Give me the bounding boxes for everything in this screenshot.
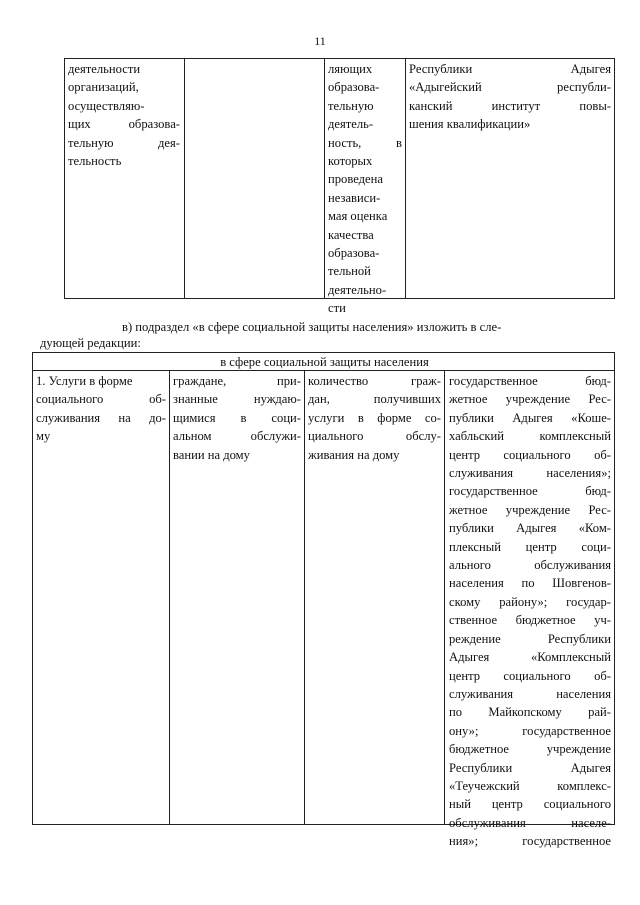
cell-line: государственное бюд- [449,374,611,388]
cell-line: деятель- [328,117,374,132]
amendment-paragraph [40,319,602,351]
cell-line: социального об- [36,392,166,407]
cell-line: ляющих [328,62,373,76]
top-table-cell-1 [68,60,180,170]
cell-line: «Теучежский комплекс- [449,778,611,793]
cell-line: публики Адыгея «Коше- [449,410,611,425]
paragraph-line: в) подраздел «в сфере социальной защиты населения» изложить в сле- [122,320,502,334]
cell-line: живания на дому [308,447,400,462]
paragraph-line: дующей редакции: [40,336,141,350]
cell-line: служивания населения»; [449,466,611,481]
bottom-table-border [32,370,615,371]
cell-line: реждение Республики [449,631,611,646]
cell-line: вании на дому [173,447,250,462]
bottom-table-border [614,352,615,825]
cell-line: граждане, при- [173,374,301,388]
cell-line: 1. Услуги в форме [36,374,133,388]
cell-line: жетное учреждение Рес- [449,392,611,407]
cell-line: дан, получивших [308,392,441,407]
cell-line: количество граж- [308,374,441,388]
cell-line: «Адыгейский республи- [409,80,611,95]
cell-line: по Майкопскому рай- [449,705,611,720]
cell-line: публики Адыгея «Ком- [449,521,611,536]
cell-line: организаций, [68,80,139,95]
cell-line: деятельности [68,62,141,76]
top-table-border [405,58,406,299]
cell-line: хабльский комплексный [449,429,611,444]
cell-line: деятельно- [328,282,387,297]
cell-line: знанные нуждаю- [173,392,301,407]
cell-line: ный центр социального [449,797,611,812]
bottom-table-border [169,370,170,825]
top-table-border [324,58,325,299]
cell-line: осуществляю- [68,98,145,113]
top-table-cell-4 [409,60,611,134]
cell-line: Адыгея «Комплексный [449,650,611,665]
cell-line: скому району»; государ- [449,594,611,609]
cell-line: центр социального об- [449,668,611,683]
cell-line: ального обслуживания [449,558,611,573]
cell-line: услуги в форме со- [308,410,441,425]
bottom-table-cell-indicator [308,372,441,464]
cell-line: му [36,429,51,444]
cell-line: центр социального об- [449,447,611,462]
bottom-table-border [32,352,33,825]
cell-line: которых [328,154,373,169]
cell-line: качества [328,227,374,242]
bottom-table-cell-service [36,372,166,446]
cell-line: тельную дея- [68,135,180,150]
cell-line: щих образова- [68,117,180,132]
cell-line: бюджетное учреждение [449,742,611,757]
cell-line: тельной [328,264,371,279]
cell-line: образова- [328,80,380,95]
cell-line: сти [328,301,346,316]
cell-line: канский институт повы- [409,98,611,113]
cell-line: жетное учреждение Рес- [449,502,611,517]
cell-line: Республики Адыгея [409,62,611,76]
cell-line: образова- [328,246,380,261]
cell-line: служивания населения [449,686,611,701]
cell-line: альном обслужи- [173,429,301,444]
bottom-table-border [444,370,445,825]
bottom-table-border [304,370,305,825]
cell-line: щимися в соци- [173,410,301,425]
cell-line: проведена [328,172,383,187]
cell-line: тельную [328,98,374,113]
cell-line: мая оценка [328,209,388,224]
bottom-table-border [32,352,615,353]
cell-line: ность, в [328,135,402,150]
section-header: в сфере социальной защиты населения [220,355,429,369]
cell-line: ния»; государственное [449,834,611,849]
bottom-table-cell-providers [449,372,611,851]
cell-line: плексный центр соци- [449,539,611,554]
cell-line: шения квалификации» [409,117,531,132]
top-table-border [184,58,185,299]
bottom-table-cell-recipients [173,372,301,464]
cell-line: населения по Шовгенов- [449,576,611,591]
cell-line: ственное бюджетное уч- [449,613,611,628]
cell-line: государственное бюд- [449,484,611,499]
cell-line: служивания на до- [36,410,166,425]
cell-line: ону»; государственное [449,723,611,738]
cell-line: независи- [328,190,381,205]
top-table-border [64,58,615,59]
page-number: 11 [314,34,326,48]
top-table-border [614,58,615,299]
cell-line: Республики Адыгея [449,760,611,775]
top-table-cell-3 [328,60,402,318]
cell-line: обслуживания населе- [449,815,611,830]
cell-line: тельность [68,154,122,169]
top-table-border [64,58,65,299]
cell-line: циального обслу- [308,429,441,444]
